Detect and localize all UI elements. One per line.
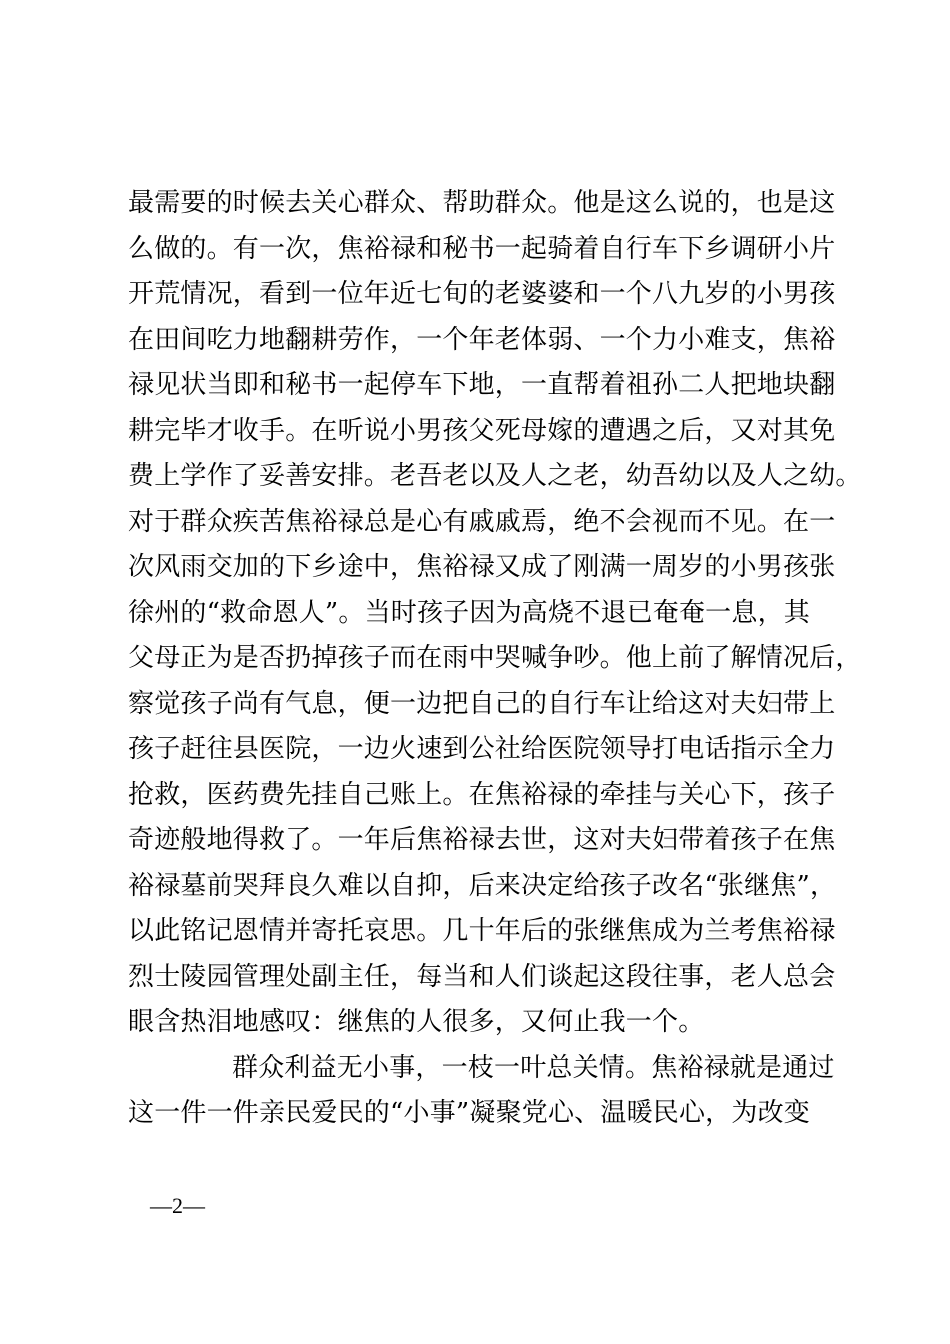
text-line: 孩子赶往县医院，一边火速到公社给医院领导打电话指示全力 bbox=[128, 734, 836, 764]
text-line: 烈士陵园管理处副主任，每当和人们谈起这段往事，老人总会 bbox=[128, 961, 836, 992]
text-line: 对于群众疾苦焦裕禄总是心有戚戚焉，绝不会视而不见。在一 bbox=[128, 506, 836, 537]
text-line: 次风雨交加的下乡途中，焦裕禄又成了刚满一周岁的小男孩张 bbox=[128, 552, 836, 582]
paragraph-2 bbox=[128, 1046, 848, 1137]
text-line: 以此铭记恩情并寄托哀思。几十年后的张继焦成为兰考焦裕禄 bbox=[128, 916, 836, 946]
text-line: 费上学作了妥善安排。老吾老以及人之老，幼吾幼以及人之幼。 bbox=[128, 461, 862, 491]
text-line: 群众利益无小事，一枝一叶总关情。焦裕禄就是通过 bbox=[232, 1052, 835, 1083]
text-line: 察觉孩子尚有气息，便一边把自己的自行车让给这对夫妇带上 bbox=[128, 688, 836, 719]
text-line: 么做的。有一次，焦裕禄和秘书一起骑着自行车下乡调研小片 bbox=[128, 233, 836, 264]
text-line: 裕禄墓前哭拜良久难以自抑，后来决定给孩子改名“张继焦”， bbox=[128, 870, 837, 901]
text-line: 抢救，医药费先挂自己账上。在焦裕禄的牵挂与关心下，孩子 bbox=[128, 779, 836, 810]
text-line: 父母正为是否扔掉孩子而在雨中哭喊争吵。他上前了解情况后， bbox=[128, 643, 862, 673]
body-text bbox=[128, 181, 862, 1137]
text-line: 耕完毕才收手。在听说小男孩父死母嫁的遭遇之后，又对其免 bbox=[128, 415, 836, 446]
page-number: —2— bbox=[150, 1193, 205, 1218]
text-line: 在田间吃力地翻耕劳作，一个年老体弱、一个力小难支，焦裕 bbox=[128, 324, 836, 355]
paragraph-1 bbox=[128, 181, 862, 1046]
text-line: 徐州的“救命恩人”。当时孩子因为高烧不退已奄奄一息，其 bbox=[128, 597, 810, 628]
text-line: 奇迹般地得救了。一年后焦裕禄去世，这对夫妇带着孩子在焦 bbox=[128, 825, 836, 855]
text-line: 开荒情况，看到一位年近七旬的老婆婆和一个八九岁的小男孩 bbox=[128, 279, 836, 309]
text-line: 这一件一件亲民爱民的“小事”凝聚党心、温暖民心，为改变 bbox=[128, 1098, 810, 1128]
text-line: 禄见状当即和秘书一起停车下地，一直帮着祖孙二人把地块翻 bbox=[128, 370, 836, 400]
text-line: 最需要的时候去关心群众、帮助群众。他是这么说的，也是这 bbox=[128, 188, 836, 218]
text-line: 眼含热泪地感叹：继焦的人很多，又何止我一个。 bbox=[128, 1007, 705, 1037]
